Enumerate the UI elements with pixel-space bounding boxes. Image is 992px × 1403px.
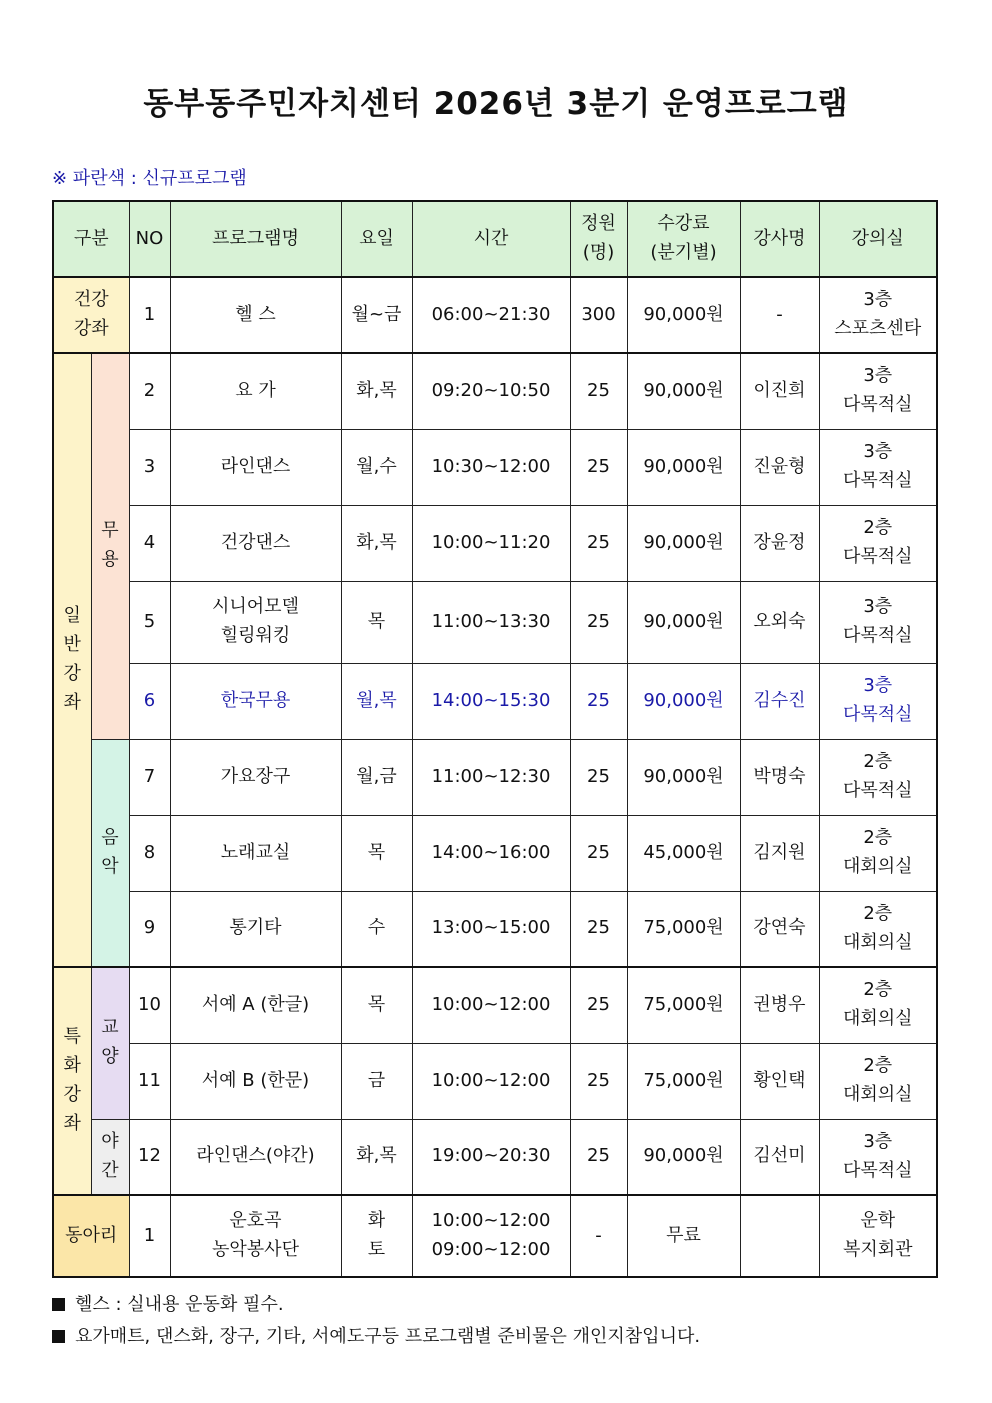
group-special: 특 화 강 좌	[53, 967, 91, 1195]
cell-fee: 90,000원	[627, 581, 740, 663]
cell-program: 통기타	[170, 891, 341, 967]
cell-room: 2층 대회의실	[819, 815, 937, 891]
cell-no: 1	[129, 1195, 170, 1277]
header-capacity-line1: 정원	[581, 213, 616, 235]
header-capacity-line2: (명)	[582, 242, 615, 263]
cell-program: 운호곡 농악봉사단	[170, 1195, 341, 1277]
subgroup-culture: 교 양	[91, 967, 129, 1119]
cell-day: 수	[341, 891, 412, 967]
cell-program: 헬 스	[170, 277, 341, 353]
cell-no: 11	[129, 1043, 170, 1119]
cell-instructor: 김수진	[740, 663, 819, 739]
group-club: 동아리	[53, 1195, 129, 1277]
cell-program: 라인댄스(야간)	[170, 1119, 341, 1195]
cell-capacity: 25	[570, 581, 627, 663]
cell-instructor: 강연숙	[740, 891, 819, 967]
square-bullet-icon	[52, 1298, 65, 1311]
cell-time: 10:30~12:00	[412, 429, 570, 505]
cell-fee: 90,000원	[627, 505, 740, 581]
cell-fee: 75,000원	[627, 967, 740, 1043]
cell-program: 건강댄스	[170, 505, 341, 581]
cell-instructor: 김선미	[740, 1119, 819, 1195]
cell-capacity: 25	[570, 1043, 627, 1119]
cell-capacity: 25	[570, 815, 627, 891]
cell-day: 목	[341, 967, 412, 1043]
cell-time: 10:00~11:20	[412, 505, 570, 581]
cell-capacity: 25	[570, 429, 627, 505]
cell-no: 2	[129, 353, 170, 429]
cell-no: 9	[129, 891, 170, 967]
cell-fee: 90,000원	[627, 1119, 740, 1195]
cell-day: 화,목	[341, 1119, 412, 1195]
cell-fee: 90,000원	[627, 739, 740, 815]
table-row	[53, 1195, 937, 1277]
cell-room: 3층 다목적실	[819, 353, 937, 429]
cell-time: 11:00~12:30	[412, 739, 570, 815]
subgroup-night: 야 간	[91, 1119, 129, 1195]
cell-program: 노래교실	[170, 815, 341, 891]
table-row	[53, 429, 937, 505]
cell-time: 19:00~20:30	[412, 1119, 570, 1195]
cell-time: 11:00~13:30	[412, 581, 570, 663]
cell-program: 서예 B (한문)	[170, 1043, 341, 1119]
footnote-2	[52, 1322, 700, 1348]
header-capacity	[570, 201, 627, 277]
cell-day: 월,수	[341, 429, 412, 505]
cell-day: 금	[341, 1043, 412, 1119]
cell-program: 가요장구	[170, 739, 341, 815]
header-fee	[627, 201, 740, 277]
cell-time: 10:00~12:00 09:00~12:00	[412, 1195, 570, 1277]
cell-time: 09:20~10:50	[412, 353, 570, 429]
cell-no: 7	[129, 739, 170, 815]
cell-fee: 90,000원	[627, 663, 740, 739]
cell-room: 2층 다목적실	[819, 505, 937, 581]
table-row-new-program	[53, 663, 937, 739]
cell-room: 3층 스포츠센타	[819, 277, 937, 353]
header-room: 강의실	[819, 201, 937, 277]
cell-capacity: 300	[570, 277, 627, 353]
table-row	[53, 353, 937, 429]
cell-instructor: -	[740, 277, 819, 353]
cell-instructor: 박명숙	[740, 739, 819, 815]
cell-time: 14:00~16:00	[412, 815, 570, 891]
header-time: 시간	[412, 201, 570, 277]
table-row	[53, 505, 937, 581]
table-row	[53, 891, 937, 967]
cell-program: 한국무용	[170, 663, 341, 739]
cell-day: 목	[341, 581, 412, 663]
cell-no: 8	[129, 815, 170, 891]
cell-instructor: 진윤형	[740, 429, 819, 505]
cell-instructor: 김지원	[740, 815, 819, 891]
cell-program: 시니어모델 힐링워킹	[170, 581, 341, 663]
cell-no: 10	[129, 967, 170, 1043]
table-row	[53, 581, 937, 663]
cell-fee: 75,000원	[627, 891, 740, 967]
cell-time: 10:00~12:00	[412, 1043, 570, 1119]
cell-fee: 90,000원	[627, 277, 740, 353]
table-row	[53, 1119, 937, 1195]
subgroup-dance: 무 용	[91, 353, 129, 739]
footnote-1	[52, 1290, 284, 1316]
header-category: 구분	[53, 201, 129, 277]
header-program: 프로그램명	[170, 201, 341, 277]
cell-instructor: 오외숙	[740, 581, 819, 663]
cell-room: 3층 다목적실	[819, 663, 937, 739]
cell-room: 2층 다목적실	[819, 739, 937, 815]
cell-fee: 75,000원	[627, 1043, 740, 1119]
program-schedule-table	[52, 200, 938, 1278]
cell-time: 10:00~12:00	[412, 967, 570, 1043]
table-row	[53, 967, 937, 1043]
cell-capacity: 25	[570, 1119, 627, 1195]
footnote-2-text: 요가매트, 댄스화, 장구, 기타, 서예도구등 프로그램별 준비물은 개인지참입니다.	[75, 1326, 701, 1347]
legend-note: ※ 파란색 : 신규프로그램	[52, 168, 247, 189]
subgroup-music: 음 악	[91, 739, 129, 967]
cell-instructor: 권병우	[740, 967, 819, 1043]
cell-no: 4	[129, 505, 170, 581]
cell-day: 화,목	[341, 353, 412, 429]
table-row	[53, 739, 937, 815]
cell-capacity: 25	[570, 891, 627, 967]
cell-no: 5	[129, 581, 170, 663]
cell-capacity: 25	[570, 353, 627, 429]
cell-room: 2층 대회의실	[819, 967, 937, 1043]
header-fee-line1: 수강료	[657, 213, 710, 235]
cell-no: 12	[129, 1119, 170, 1195]
header-instructor: 강사명	[740, 201, 819, 277]
cell-room: 3층 다목적실	[819, 581, 937, 663]
cell-room: 3층 다목적실	[819, 1119, 937, 1195]
cell-day: 화,목	[341, 505, 412, 581]
footnote-1-text: 헬스 : 실내용 운동화 필수.	[75, 1294, 284, 1315]
header-row	[53, 201, 937, 277]
header-day: 요일	[341, 201, 412, 277]
cell-room: 2층 대회의실	[819, 891, 937, 967]
cell-instructor	[740, 1195, 819, 1277]
square-bullet-icon	[52, 1330, 65, 1343]
cell-time: 13:00~15:00	[412, 891, 570, 967]
cell-day: 월,목	[341, 663, 412, 739]
cell-capacity: 25	[570, 739, 627, 815]
cell-capacity: 25	[570, 663, 627, 739]
cell-room: 2층 대회의실	[819, 1043, 937, 1119]
cell-program: 라인댄스	[170, 429, 341, 505]
cell-capacity: -	[570, 1195, 627, 1277]
cell-instructor: 장윤정	[740, 505, 819, 581]
cell-capacity: 25	[570, 967, 627, 1043]
cell-program: 서예 A (한글)	[170, 967, 341, 1043]
cell-instructor: 이진희	[740, 353, 819, 429]
cell-time: 14:00~15:30	[412, 663, 570, 739]
group-general: 일 반 강 좌	[53, 353, 91, 967]
cell-fee: 무료	[627, 1195, 740, 1277]
table-row	[53, 277, 937, 353]
cell-no: 6	[129, 663, 170, 739]
cell-day: 화 토	[341, 1195, 412, 1277]
cell-no: 3	[129, 429, 170, 505]
cell-room: 3층 다목적실	[819, 429, 937, 505]
cell-day: 목	[341, 815, 412, 891]
cell-fee: 90,000원	[627, 353, 740, 429]
cell-fee: 90,000원	[627, 429, 740, 505]
cell-no: 1	[129, 277, 170, 353]
group-health: 건강 강좌	[53, 277, 129, 353]
table-row	[53, 815, 937, 891]
cell-capacity: 25	[570, 505, 627, 581]
cell-room: 운학 복지회관	[819, 1195, 937, 1277]
page-title: 동부동주민자치센터 2026년 3분기 운영프로그램	[143, 86, 849, 122]
cell-time: 06:00~21:30	[412, 277, 570, 353]
header-fee-line2: (분기별)	[650, 242, 717, 263]
cell-fee: 45,000원	[627, 815, 740, 891]
table-row	[53, 1043, 937, 1119]
header-no: NO	[129, 201, 170, 277]
cell-day: 월,금	[341, 739, 412, 815]
cell-day: 월~금	[341, 277, 412, 353]
cell-instructor: 황인택	[740, 1043, 819, 1119]
cell-program: 요 가	[170, 353, 341, 429]
